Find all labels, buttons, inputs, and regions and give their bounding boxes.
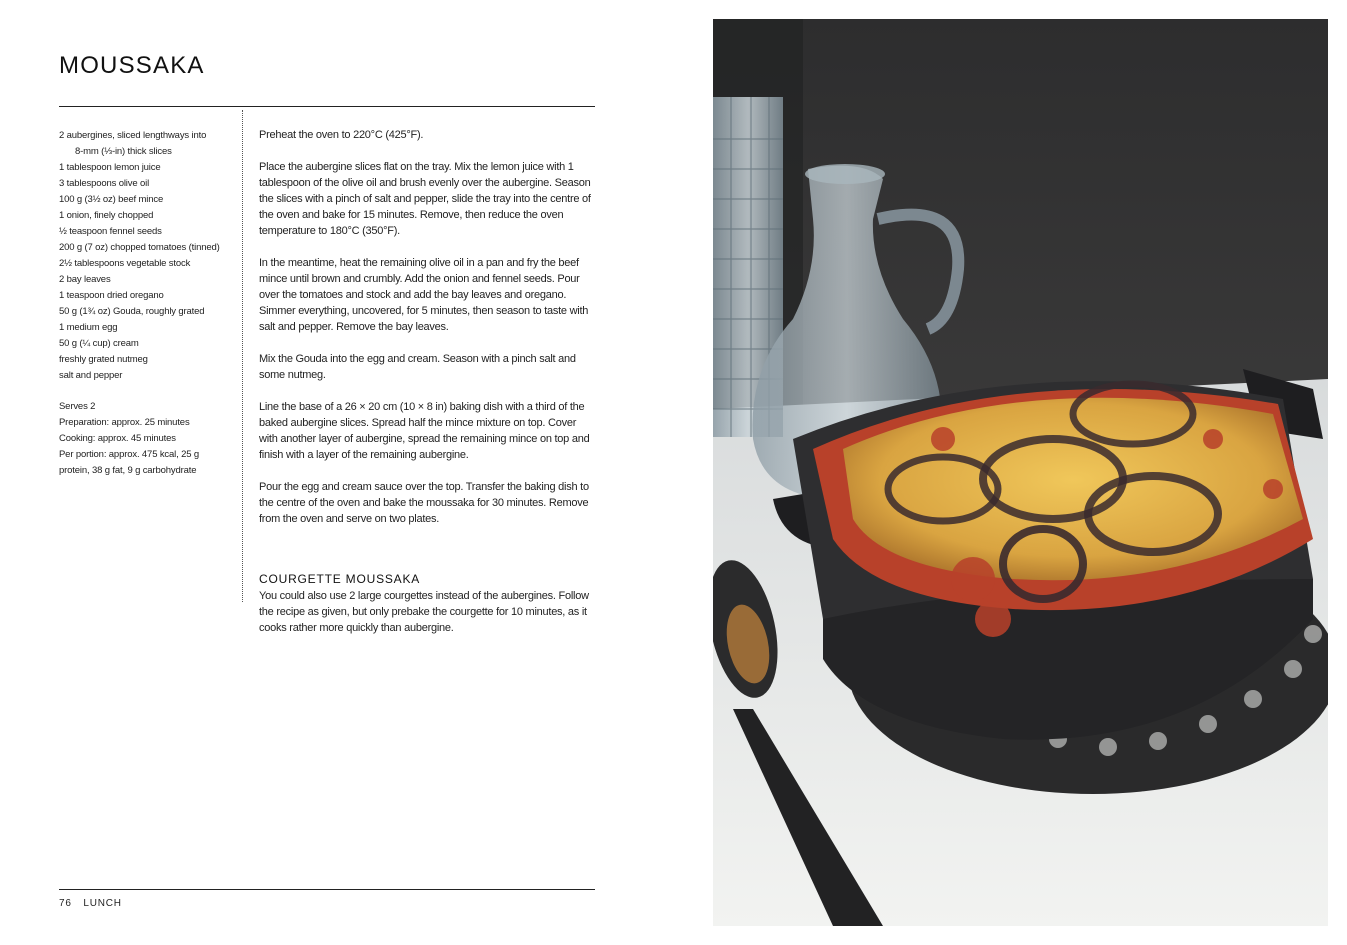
ingredient-item: 50 g (1¾ oz) Gouda, roughly grated xyxy=(59,306,205,317)
ingredient-item: 8-mm (⅓-in) thick slices xyxy=(75,146,172,157)
ingredient-item: 3 tablespoons olive oil xyxy=(59,178,150,189)
ingredient-item: freshly grated nutmeg xyxy=(59,354,148,365)
method-step: In the meantime, heat the remaining olive oil in a pan and fry the beef mince until brown and crumbly. Add the onion and fennel seeds. Pour over the tomatoes and stock and add the bay leaves and oregano. Simmer everything, uncovered, for 5 minutes, then season to taste with salt and pepper. Remove the bay leaves. xyxy=(259,257,589,333)
method-steps xyxy=(259,127,595,543)
ingredient-item: 2 bay leaves xyxy=(59,274,111,285)
moussaka-photo xyxy=(713,19,1328,926)
ingredient-item: 200 g (7 oz) chopped tomatoes (tinned) xyxy=(59,242,220,253)
ingredient-item: salt and pepper xyxy=(59,370,123,381)
variation-title: COURGETTE MOUSSAKA xyxy=(259,572,421,586)
ingredients-list xyxy=(59,128,239,384)
recipe-meta xyxy=(59,399,239,479)
ingredient-item: 1 teaspoon dried oregano xyxy=(59,290,164,301)
method-step: Mix the Gouda into the egg and cream. Season with a pinch salt and some nutmeg. xyxy=(259,353,576,381)
ingredient-item: 2½ tablespoons vegetable stock xyxy=(59,258,191,269)
variation-text: You could also use 2 large courgettes instead of the aubergines. Follow the recipe as given, but only prebake the courgette for 10 minutes, as it cooks rather more quickly than aubergine. xyxy=(259,590,589,634)
nutrition-line: protein, 38 g fat, 9 g carbohydrate xyxy=(59,465,197,476)
method-step: Line the base of a 26 × 20 cm (10 × 8 in) baking dish with a third of the baked aubergine slices. Spread half the mince mixture on top. Cover with another layer of aubergine, spread the remaining mince on top and finish with a layer of the remaining aubergine. xyxy=(259,401,590,461)
bottom-rule xyxy=(59,889,595,890)
page-number: 76 xyxy=(59,898,72,909)
ingredient-item: 2 aubergines, sliced lengthways into xyxy=(59,130,207,141)
preparation-time: Preparation: approx. 25 minutes xyxy=(59,417,190,428)
recipe-title: MOUSSAKA xyxy=(59,52,205,79)
page-footer xyxy=(59,898,122,909)
photo-illustration xyxy=(713,19,1328,926)
ingredient-item: 100 g (3½ oz) beef mince xyxy=(59,194,164,205)
top-rule xyxy=(59,106,595,107)
servings: Serves 2 xyxy=(59,401,96,412)
method-step: Pour the egg and cream sauce over the top. Transfer the baking dish to the centre of the oven and bake the moussaka for 30 minutes. Remove from the oven and serve on two plates. xyxy=(259,481,589,525)
ingredient-item: 1 tablespoon lemon juice xyxy=(59,162,161,173)
method-step: Place the aubergine slices flat on the tray. Mix the lemon juice with 1 tablespoon of the olive oil and brush evenly over the aubergine. Season the slices with a pinch of salt and pepper, slide the tray into the centre of the oven and bake for 15 minutes. Remove, then reduce the oven temperature to 180°C (350°F). xyxy=(259,161,591,237)
ingredient-item: ½ teaspoon fennel seeds xyxy=(59,226,162,237)
ingredient-item: 1 onion, finely chopped xyxy=(59,210,154,221)
nutrition-line: Per portion: approx. 475 kcal, 25 g xyxy=(59,449,199,460)
variation-section xyxy=(259,570,595,636)
ingredient-item: 50 g (¼ cup) cream xyxy=(59,338,139,349)
method-step: Preheat the oven to 220°C (425°F). xyxy=(259,129,424,141)
column-divider xyxy=(242,110,243,602)
ingredient-item: 1 medium egg xyxy=(59,322,118,333)
cooking-time: Cooking: approx. 45 minutes xyxy=(59,433,176,444)
section-name: LUNCH xyxy=(83,898,122,909)
